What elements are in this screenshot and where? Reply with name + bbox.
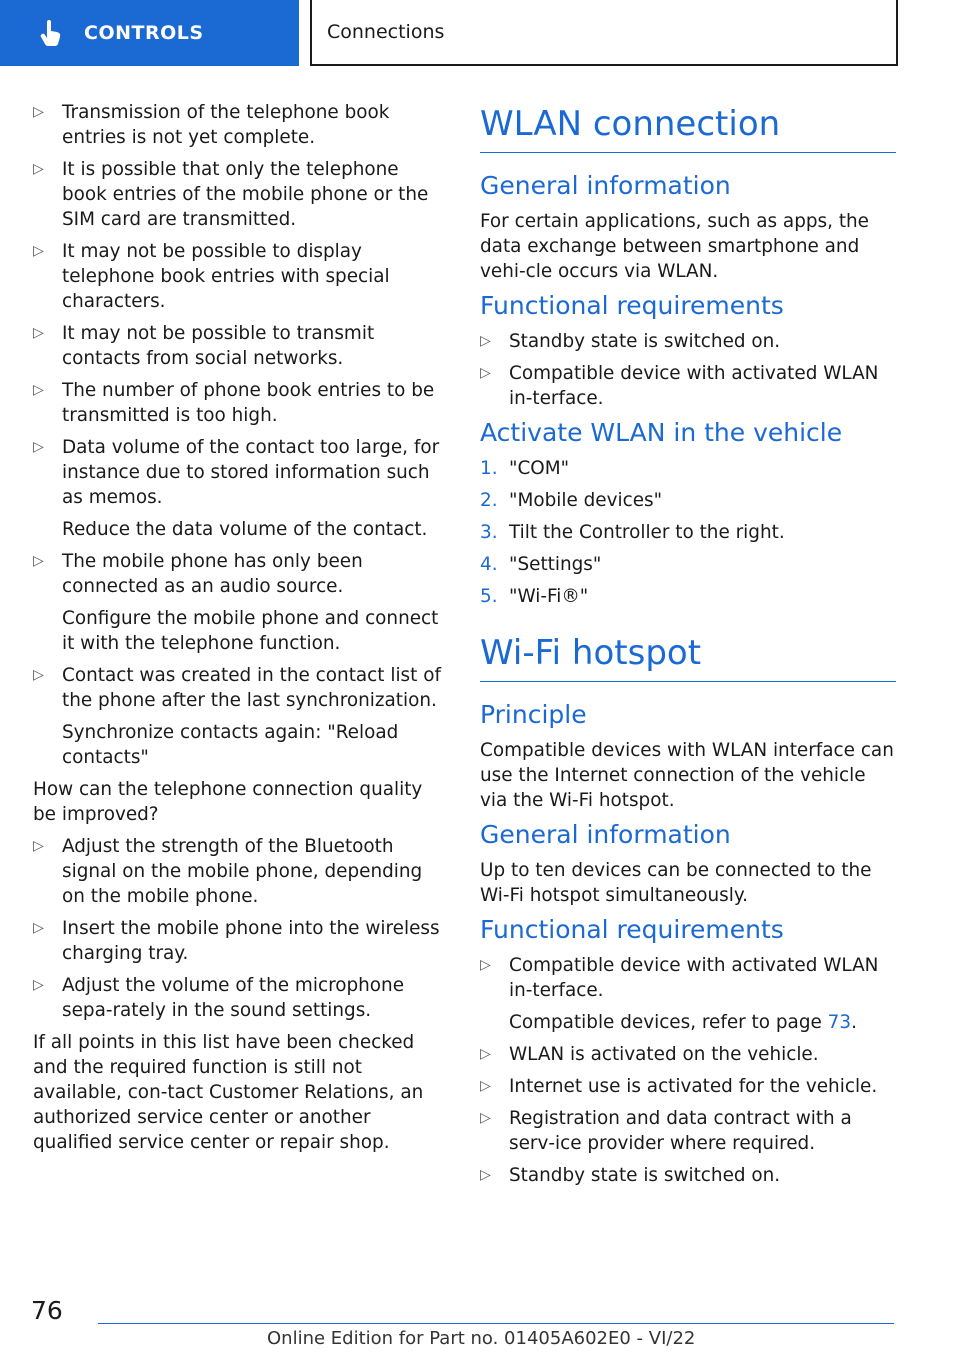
list-item: ▷ Standby state is switched on. [480,1165,781,1186]
general-info-text-2: Up to ten devices can be connected to the Wi-Fi hotspot simultaneously. [480,860,872,906]
functional-requirements-heading: Functional requirements [480,291,784,320]
general-info-heading-2: General information [480,820,731,849]
list-item-note: Compatible devices, refer to page 73. [509,1012,857,1033]
section-tab [310,0,898,66]
triangle-bullet-icon: ▷ [33,838,44,854]
right-column [480,100,896,1195]
triangle-bullet-icon: ▷ [33,553,44,569]
triangle-bullet-icon: ▷ [33,325,44,341]
list-item-note: Configure the mobile phone and connect it with the telephone function. [62,608,439,654]
list-item: ▷ Adjust the strength of the Bluetooth signal on the mobile phone, depending on the mobile phone. [33,836,423,907]
list-item: ▷ Insert the mobile phone into the wireless charging tray. [33,918,440,964]
page-reference-link[interactable]: 73 [827,1012,852,1033]
list-item-note: Synchronize contacts again: "Reload contacts" [62,722,399,768]
footer-edition: Online Edition for Part no. 01405A602E0 - VI/22 [267,1328,696,1349]
triangle-bullet-icon: ▷ [33,920,44,936]
step-item: 3. Tilt the Controller to the right. [480,522,785,543]
triangle-bullet-icon: ▷ [480,365,491,381]
triangle-bullet-icon: ▷ [480,1046,491,1062]
section-label: Connections [327,21,445,43]
triangle-bullet-icon: ▷ [33,243,44,259]
footer-divider [98,1323,894,1324]
triangle-bullet-icon: ▷ [480,1110,491,1126]
list-item: ▷ Compatible device with activated WLAN in‐terface. [480,363,879,409]
principle-text: Compatible devices with WLAN interface can use the Internet connection of the vehicle via the Wi-Fi hotspot. [480,740,894,811]
triangle-bullet-icon: ▷ [33,667,44,683]
closing-paragraph: If all points in this list have been checked and the required function is still not available, con‐tact Customer Relations, an authorized service center or another qualified service center or repair shop. [33,1032,424,1153]
list-item: ▷ The number of phone book entries to be transmitted is too high. [33,380,435,426]
list-item: ▷ Compatible device with activated WLAN in‐terface. [480,955,879,1001]
step-item: 1. "COM" [480,458,570,479]
list-item: ▷ Contact was created in the contact list of the phone after the last synchronization. [33,665,441,711]
wlan-title: WLAN connection [480,104,896,153]
list-item: ▷ Standby state is switched on. [480,331,781,352]
page-header [0,0,960,66]
triangle-bullet-icon: ▷ [33,977,44,993]
chapter-tab [0,0,299,66]
list-item: ▷ It may not be possible to transmit contacts from social networks. [33,323,375,369]
triangle-bullet-icon: ▷ [480,1078,491,1094]
list-item: ▷ It is possible that only the telephone book entries of the mobile phone or the SIM card are transmitted. [33,159,429,230]
list-item: ▷ WLAN is activated on the vehicle. [480,1044,819,1065]
list-item: ▷ Transmission of the telephone book entries is not yet complete. [33,102,390,148]
triangle-bullet-icon: ▷ [480,333,491,349]
list-item: ▷ Registration and data contract with a serv‐ice provider where required. [480,1108,852,1154]
general-info-heading: General information [480,171,731,200]
triangle-bullet-icon: ▷ [480,957,491,973]
list-item: ▷ It may not be possible to display telephone book entries with special characters. [33,241,390,312]
functional-requirements-heading-2: Functional requirements [480,915,784,944]
step-item: 2. "Mobile devices" [480,490,663,511]
step-item: 4. "Settings" [480,554,602,575]
activate-wlan-heading: Activate WLAN in the vehicle [480,418,843,447]
list-item: ▷ Internet use is activated for the vehicle. [480,1076,878,1097]
triangle-bullet-icon: ▷ [33,104,44,120]
general-info-text: For certain applications, such as apps, the data exchange between smartphone and vehi‐cle occurs via WLAN. [480,211,869,282]
triangle-bullet-icon: ▷ [33,439,44,455]
list-item: ▷ Data volume of the contact too large, for instance due to stored information such as memos. [33,437,440,508]
principle-heading: Principle [480,700,587,729]
triangle-bullet-icon: ▷ [480,1167,491,1183]
hotspot-title: Wi-Fi hotspot [480,633,896,682]
triangle-bullet-icon: ▷ [33,382,44,398]
question-text: How can the telephone connection quality be improved? [33,779,423,825]
list-item: ▷ The mobile phone has only been connected as an audio source. [33,551,363,597]
list-item: ▷ Adjust the volume of the microphone sepa‐rately in the sound settings. [33,975,405,1021]
list-item-note: Reduce the data volume of the contact. [62,519,428,540]
page-number: 76 [31,1296,63,1325]
triangle-bullet-icon: ▷ [33,161,44,177]
step-item: 5. "Wi-Fi®" [480,586,589,607]
hand-pointer-icon [38,19,64,47]
left-column [33,100,449,1162]
chapter-label: CONTROLS [84,22,204,44]
